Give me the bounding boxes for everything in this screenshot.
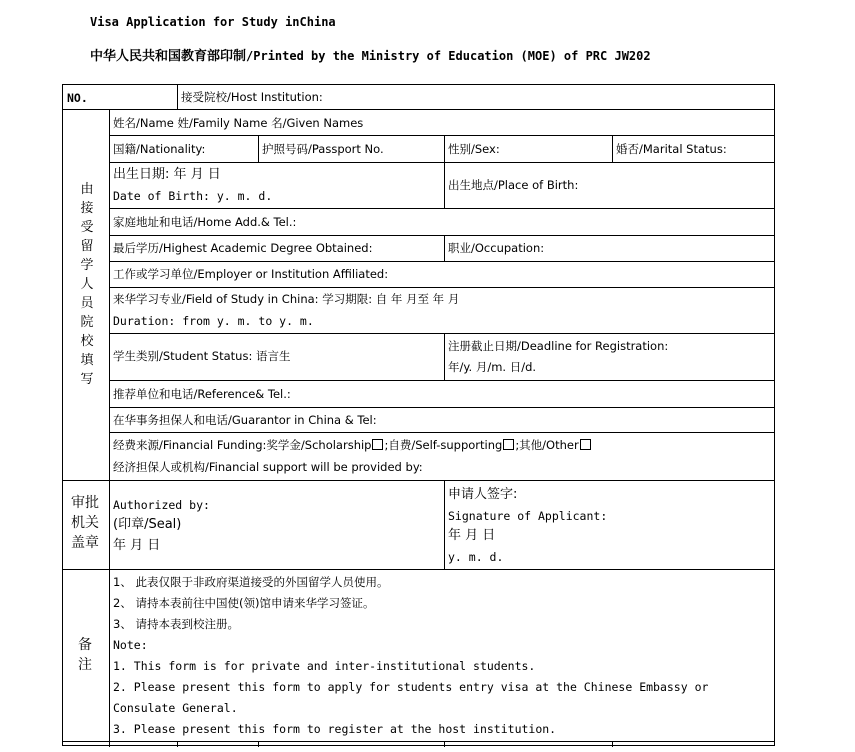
note-cn-2: 2、 请持本表前往中国使(领)馆申请来华学习签证。 bbox=[113, 596, 375, 610]
passport-field[interactable]: 护照号码/Passport No. bbox=[262, 142, 384, 156]
marital-status-field[interactable]: 婚否/Marital Status: bbox=[616, 142, 727, 156]
dob-en: Date of Birth: y. m. d. bbox=[113, 189, 273, 203]
funding-field: 经费来源/Financial Funding:奖学金/Scholarship ;自费/Self-supporting ;其他/Other bbox=[113, 438, 592, 452]
approval-date[interactable]: 年 月 日 bbox=[113, 538, 161, 553]
employer-field[interactable]: 工作或学习单位/Employer or Institution Affiliated: bbox=[113, 267, 389, 281]
note-heading: Note: bbox=[113, 638, 148, 652]
note-en-2: 2. Please present this form to apply for students entry visa at the Chinese Embassy or bbox=[113, 680, 709, 694]
section-label-notes: 备 注 bbox=[78, 637, 92, 673]
scholarship-checkbox[interactable] bbox=[372, 439, 383, 450]
guarantor-field[interactable]: 在华事务担保人和电话/Guarantor in China & Tel: bbox=[113, 413, 377, 427]
host-institution-field[interactable]: 接受院校/Host Institution: bbox=[181, 90, 323, 104]
reference-field[interactable]: 推荐单位和电话/Reference& Tel.: bbox=[113, 387, 291, 401]
student-status-field[interactable]: 学生类别/Student Status: 语言生 bbox=[113, 349, 291, 363]
no-field[interactable]: NO. bbox=[67, 91, 88, 105]
note-en-2-cont: Consulate General. bbox=[113, 701, 238, 715]
authorized-by-field[interactable]: Authorized by: bbox=[113, 498, 210, 512]
note-en-3: 3. Please present this form to register at the host institution. bbox=[113, 722, 557, 736]
section-label-school: 由 接 受 留 学 人 员 院 校 填 写 bbox=[80, 182, 94, 387]
duration-field: Duration: from y. m. to y. m. bbox=[113, 314, 314, 328]
deadline-date[interactable]: 年/y. 月/m. 日/d. bbox=[448, 360, 537, 374]
sex-field[interactable]: 性别/Sex: bbox=[448, 142, 500, 156]
occupation-field[interactable]: 职业/Occupation: bbox=[448, 241, 545, 255]
section-label-approval: 审批 机关 盖章 bbox=[71, 495, 99, 551]
form-table bbox=[62, 84, 775, 746]
signature-label-en[interactable]: Signature of Applicant: bbox=[448, 509, 608, 523]
financial-support-field[interactable]: 经济担保人或机构/Financial support will be provided by: bbox=[113, 460, 423, 474]
self-supporting-checkbox[interactable] bbox=[503, 439, 514, 450]
dob-cn[interactable]: 出生日期: 年 月 日 bbox=[113, 167, 221, 182]
note-cn-3: 3、 请持本表到校注册。 bbox=[113, 617, 239, 631]
subtitle-en: /Printed by the Ministry of Education (MOE) of PRC JW202 bbox=[246, 49, 651, 63]
place-of-birth-field[interactable]: 出生地点/Place of Birth: bbox=[448, 178, 579, 192]
seal-label: (印章/Seal) bbox=[113, 517, 182, 532]
nationality-field[interactable]: 国籍/Nationality: bbox=[113, 142, 206, 156]
degree-field[interactable]: 最后学历/Highest Academic Degree Obtained: bbox=[113, 241, 373, 255]
name-field[interactable]: 姓名/Name 姓/Family Name 名/Given Names bbox=[113, 116, 364, 130]
home-address-field[interactable]: 家庭地址和电话/Home Add.& Tel.: bbox=[113, 215, 297, 229]
signature-label-cn: 申请人签字: bbox=[448, 487, 518, 502]
field-of-study[interactable]: 来华学习专业/Field of Study in China: 学习期限: 自 年 月至 年 月 bbox=[113, 292, 460, 306]
subtitle-cn: 中华人民共和国教育部印制 bbox=[90, 49, 247, 64]
signature-date-en: y. m. d. bbox=[448, 550, 504, 564]
form-subtitle bbox=[90, 50, 651, 63]
other-checkbox[interactable] bbox=[580, 439, 591, 450]
note-en-1: 1. This form is for private and inter-institutional students. bbox=[113, 659, 536, 673]
note-cn-1: 1、 此表仅限于非政府渠道接受的外国留学人员使用。 bbox=[113, 575, 389, 589]
form-title-en: Visa Application for Study inChina bbox=[90, 15, 336, 29]
deadline-label: 注册截止日期/Deadline for Registration: bbox=[448, 339, 669, 353]
signature-date-cn[interactable]: 年 月 日 bbox=[448, 528, 496, 543]
